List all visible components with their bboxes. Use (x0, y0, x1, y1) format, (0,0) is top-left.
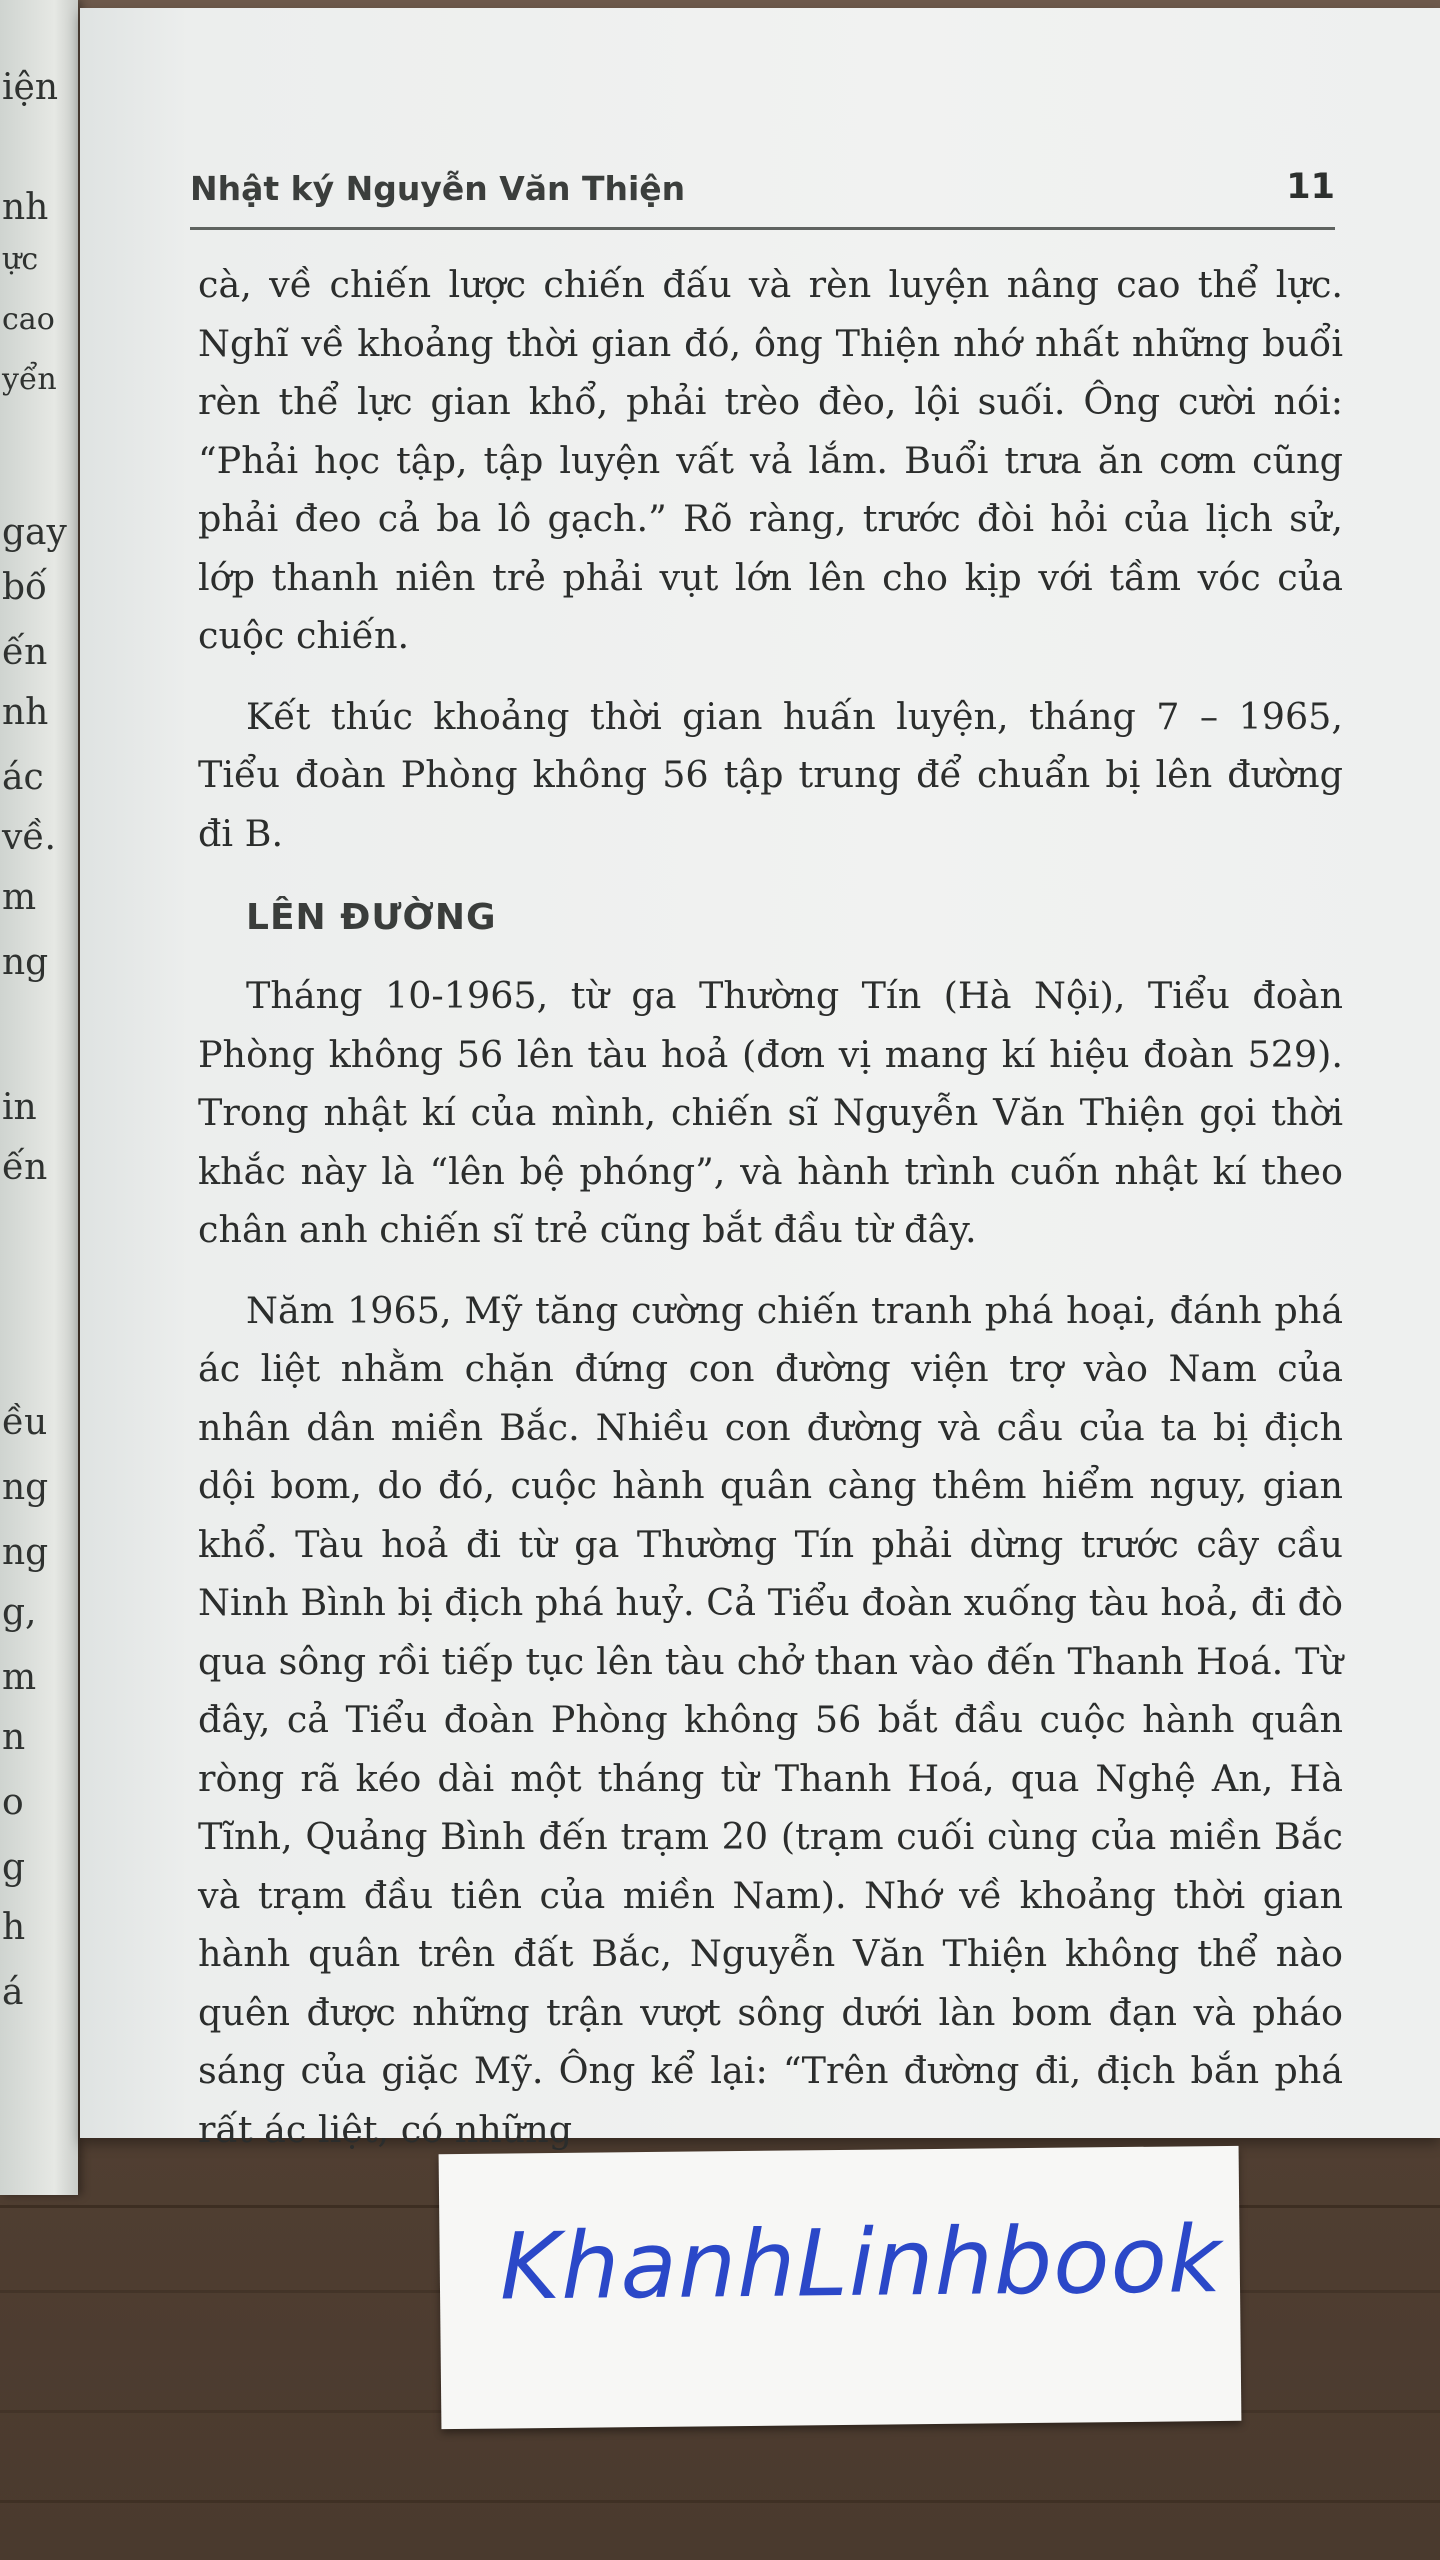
prev-page-fragment: ều (2, 1402, 48, 1443)
running-header-title: Nhật ký Nguyễn Văn Thiện (190, 169, 686, 208)
prev-page-fragment: iện (2, 67, 59, 108)
prev-page-fragment: nh (2, 692, 49, 733)
book-page (80, 8, 1440, 2151)
watermark-sticker (439, 2146, 1242, 2429)
prev-page-fragment: á (2, 1972, 24, 2013)
paragraph: cà, về chiến lược chiến đấu và rèn luyện nâng cao thể lực. Nghĩ về khoảng thời gian đó, ông Thiện nhớ nhất những buổi rèn thể lực gian khổ, phải trèo đèo, lội suối. Ông cười nói: “Phải học tập, tập luyện vất vả lắm. Buổi trưa ăn cơm cũng phải đeo cả ba lô gạch.” Rõ ràng, trước đòi hỏi của lịch sử, lớp thanh niên trẻ phải vụt lớn lên cho kịp với tầm vóc của cuộc chiến. (198, 263, 1343, 657)
prev-page-fragment: n (2, 1717, 26, 1758)
prev-page-fragment: ác (2, 757, 44, 798)
sticker-handwritten-text: KhanhLinhbook (499, 2206, 1223, 2321)
prev-page-fragment: nh (2, 187, 49, 228)
prev-page-fragment: về. (2, 817, 56, 858)
section-heading: LÊN ĐƯỜNG (246, 897, 497, 938)
page-number: 11 (1286, 167, 1335, 207)
prev-page-fragment: cao (2, 302, 55, 337)
prev-page-fragment: ng (2, 1467, 49, 1508)
paragraph: Kết thúc khoảng thời gian huấn luyện, tháng 7 – 1965, Tiểu đoàn Phòng không 56 tập trung để chuẩn bị lên đường đi B. (198, 694, 1343, 855)
prev-page-fragment: ng (2, 942, 49, 983)
paragraph: Tháng 10-1965, từ ga Thường Tín (Hà Nội), Tiểu đoàn Phòng không 56 lên tàu hoả (đơn vị mang kí hiệu đoàn 529). Trong nhật kí của mình, chiến sĩ Nguyễn Văn Thiện gọi thời khắc này là “lên bệ phóng”, và hành trình cuốn nhật kí theo chân anh chiến sĩ trẻ cũng bắt đầu từ đây. (198, 974, 1343, 1251)
prev-page-fragment: g, (2, 1592, 37, 1633)
page-body (198, 256, 1343, 2181)
prev-page-fragment: in (2, 1087, 37, 1128)
prev-page-fragment: ng (2, 1532, 49, 1573)
prev-page-fragment: ến (2, 632, 48, 673)
prev-page-fragment: o (2, 1782, 24, 1823)
prev-page-fragment: ực (2, 242, 39, 277)
prev-page-fragment: g (2, 1847, 26, 1888)
prev-page-fragment: h (2, 1907, 26, 1948)
prev-page-fragment: yển (2, 362, 57, 397)
prev-page-fragment: m (2, 1657, 37, 1698)
prev-page-fragment: gay (2, 512, 67, 553)
paragraph: Năm 1965, Mỹ tăng cường chiến tranh phá hoại, đánh phá ác liệt nhằm chặn đứng con đường viện trợ vào Nam của nhân dân miền Bắc. Nhiều con đường và cầu của ta bị địch dội bom, do đó, cuộc hành quân càng thêm hiểm nguy, gian khổ. Tàu hoả đi từ ga Thường Tín phải dừng trước cây cầu Ninh Bình bị địch phá huỷ. Cả Tiểu đoàn xuống tàu hoả, đi đò qua sông rồi tiếp tục lên tàu chở than vào đến Thanh Hoá. Từ đây, cả Tiểu đoàn Phòng không 56 bắt đầu cuộc hành quân ròng rã kéo dài một tháng từ Thanh Hoá, qua Nghệ An, Hà Tĩnh, Quảng Bình đến trạm 20 (trạm cuối cùng của miền Bắc và trạm đầu tiên của miền Nam). Nhớ về khoảng thời gian hành quân trên đất Bắc, Nguyễn Văn Thiện không thể nào quên được những trận vượt sông dưới làn bom đạn và pháo sáng của giặc Mỹ. Ông kể lại: “Trên đường đi, địch bắn phá rất ác liệt, có những (198, 1288, 1343, 2151)
previous-page-edge (0, 0, 78, 2195)
prev-page-fragment: ến (2, 1147, 48, 1188)
running-header (190, 163, 1335, 230)
prev-page-fragment: bố (2, 567, 48, 608)
prev-page-fragment: m (2, 877, 37, 918)
